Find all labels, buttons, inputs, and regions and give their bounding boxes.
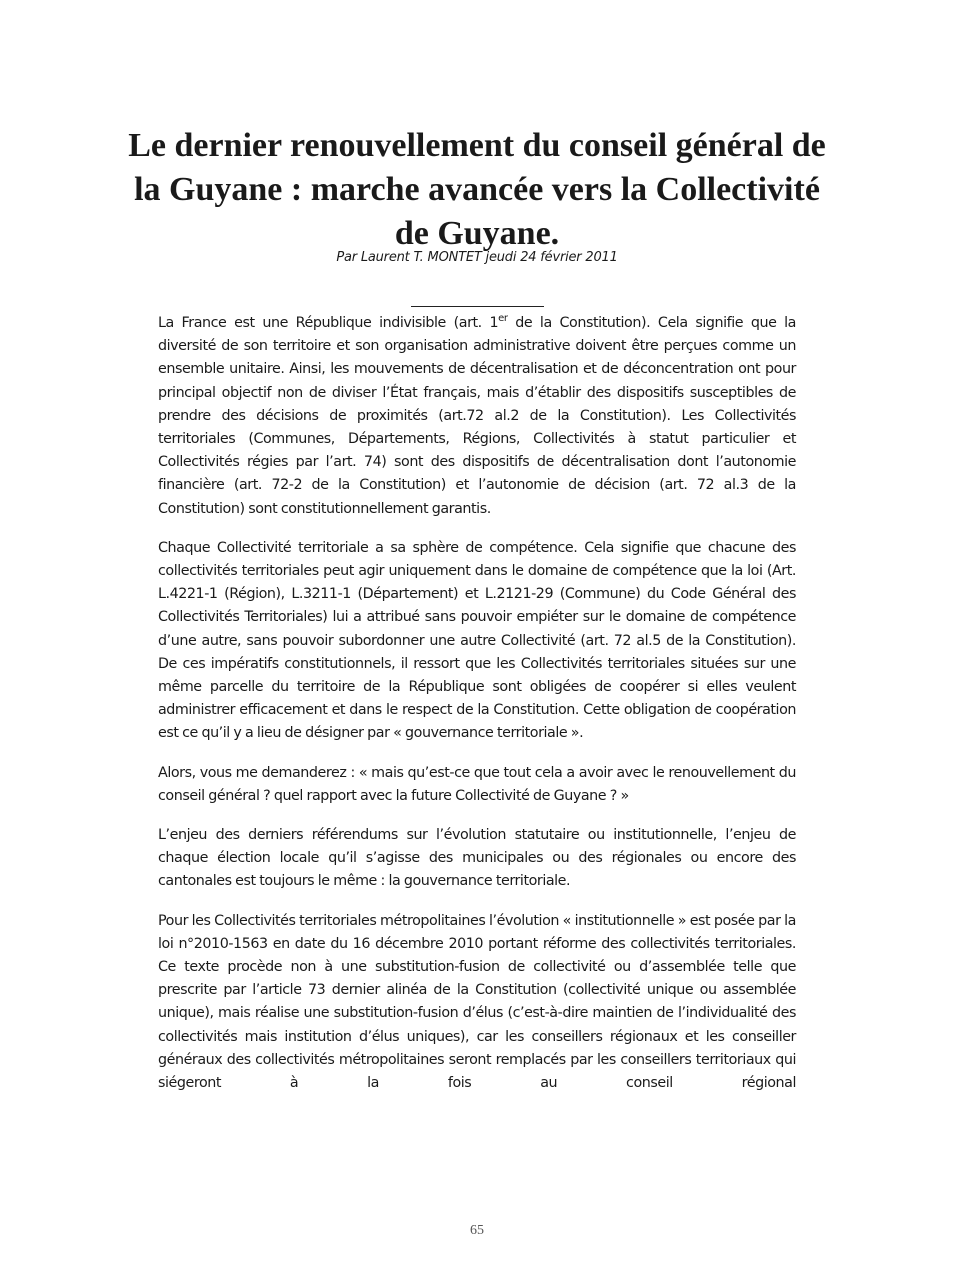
article-byline: Par Laurent T. MONTET jeudi 24 février 2011 [336, 250, 618, 265]
title-separator-rule [411, 306, 544, 307]
article-body [158, 312, 796, 1111]
paragraph-1-start: La France est une République indivisible (art. 1 [158, 315, 499, 331]
paragraph-1 [158, 312, 796, 521]
paragraph-1-rest: de la Constitution). Cela signifie que la diversité de son territoire et son organisation administrative doivent être perçues comme un ensemble unitaire. Ainsi, les mouvements de décentralisation et de déconcentration ont pour principal objectif non de diviser l’État français, mais d’établir des dispositifs susceptibles de prendre des décisions de proximités (art.72 al.2 de la Constitution). Les Collectivités territoriales (Communes, Départements, Régions, Collectivités à statut particulier et Collectivités régies par l’art. 74) sont des dispositifs de décentralisation dont l’autonomie financière (art. 72-2 de la Constitution) et l’autonomie de décision (art. 72 al.3 de la Constitution) sont constitutionnellement garantis. [158, 315, 796, 517]
page-number: 65 [470, 1223, 484, 1238]
ordinal-superscript: er [498, 313, 508, 324]
paragraph-3: Alors, vous me demanderez : « mais qu’est-ce que tout cela a avoir avec le renouvellement du conseil général ? quel rapport avec la future Collectivité de Guyane ? » [158, 764, 796, 804]
article-title: Le dernier renouvellement du conseil général de la Guyane : marche avancée vers la Collectivité de Guyane. [128, 127, 826, 252]
paragraph-2: Chaque Collectivité territoriale a sa sphère de compétence. Cela signifie que chacune des collectivités territoriales peut agir uniquement dans le domaine de compétence que la loi (Art. L.4221-1 (Région), L.3211-1 (Département) et L.2121-29 (Commune) du Code Général des Collectivités Territoriales) lui a attribué sans pouvoir empiéter sur le domaine de compétence d’une autre, sans pouvoir subordonner une autre Collectivité (art. 72 al.5 de la Constitution). De ces impératifs constitutionnels, il ressort que les Collectivités territoriales situées sur une même parcelle du territoire de la République sont obligées de coopérer si elles veulent administrer efficacement et dans le respect de la Constitution. Cette obligation de coopération est ce qu’il y a lieu de désigner par « gouvernance territoriale ». [158, 539, 796, 742]
paragraph-5: Pour les Collectivités territoriales métropolitaines l’évolution « institutionnelle » est posée par la loi n°2010-1563 en date du 16 décembre 2010 portant réforme des collectivités territoriales. Ce texte procède non à une substitution-fusion de collectivité ou d’assemblée telle que prescrite par l’article 73 dernier alinéa de la Constitution (collectivité unique ou assemblée unique), mais réalise une substitution-fusion d’élus (c’est-à-dire maintien de l’individualité des collectivités mais institution d’élus uniques), car les conseillers régionaux et les conseiller généraux des collectivités métropolitaines seront remplacés par les conseillers territoriaux qui siégeront à la fois au conseil régional [158, 912, 796, 1092]
paragraph-4: L’enjeu des derniers référendums sur l’évolution statutaire ou institutionnelle, l’enjeu de chaque élection locale qu’il s’agisse des municipales ou des régionales ou encore des cantonales est toujours le même : la gouvernance territoriale. [158, 827, 796, 890]
